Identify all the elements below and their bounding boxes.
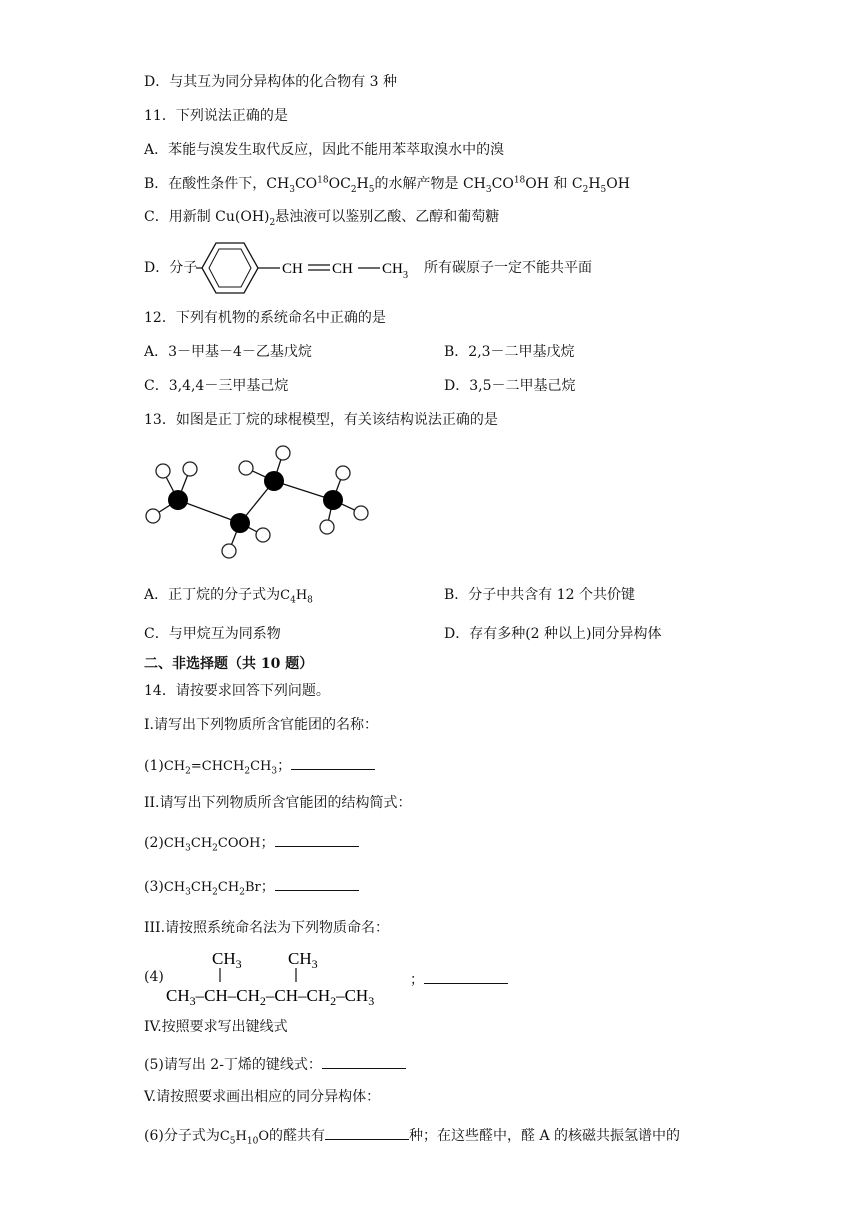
q13-option-b: B．分子中共含有 12 个共价键 [444,587,636,603]
q11-option-c: C．用新制 $Cu(OH)_2$悬浊液可以鉴别乙酸、乙醇和葡萄糖 [144,209,500,228]
q12-stem: 12．下列有机物的系统命名中正确的是 [144,310,386,326]
q13-option-c: C．与甲烷互为同系物 [144,626,281,642]
carbon-atom [230,513,250,533]
q10-option-d: D．与其互为同分异构体的化合物有 3 种 [144,74,398,90]
q11-option-a: A．苯能与溴发生取代反应，因此不能用苯萃取溴水中的溴 [144,142,505,158]
q12-option-d: D．3,5－二甲基己烷 [444,378,576,394]
benzene-ring-inner [209,249,251,287]
hydrogen-atom [156,464,170,478]
q14-item-5: (5)请写出 2-丁烯的键线式： [144,1055,406,1075]
hydrogen-atom [146,509,160,523]
q11-option-d-label: D．分子 [144,260,198,276]
answer-blank-5[interactable] [322,1055,406,1069]
q13-stem: 13．如图是正丁烷的球棍模型，有关该结构说法正确的是 [144,412,498,428]
q14-part-iv: IV.按照要求写出键线式 [144,1019,288,1035]
hydrogen-atom [354,506,368,520]
benzene-ring-outline [202,243,258,293]
q14-part-i: I.请写出下列物质所含官能团的名称： [144,717,378,733]
carbon-atom [323,490,343,510]
carbon-atom [168,490,188,510]
svg-text:CH3: $CH_3$ [212,949,242,971]
q14-item-1: $(1)CH_2=CHCH_2CH_3$； [144,756,375,777]
dimethylhexane-structure [166,944,416,1008]
answer-blank-2[interactable] [275,833,359,847]
struct-ch3: CH [382,261,403,277]
butane-ball-stick-model [140,440,380,564]
styrene-like-structure [196,238,436,298]
q14-item-4-label: (4) [144,969,164,985]
hydrogen-atom [239,461,253,475]
hydrogen-atom [336,466,350,480]
q12-option-c: C．3,4,4－三甲基己烷 [144,378,289,394]
q14-part-iii: III.请按照系统命名法为下列物质命名： [144,920,390,936]
q11-option-d-text: 所有碳原子一定不能共平面 [424,260,592,276]
svg-text:CH3–CH–CH2–CH–CH2–CH3: $CH_3-CH-CH_2-CH-CH_2-CH_3$ [166,986,375,1008]
q12-option-b: B．2,3－二甲基戊烷 [444,344,575,360]
q13-option-a: A．正丁烷的分子式为$C_4H_8$ [144,587,313,606]
q14-stem: 14．请按要求回答下列问题。 [144,683,330,699]
hydrogen-atom [183,462,197,476]
struct-ch-1: CH [282,261,303,277]
section-2-title: 二、非选择题（共 10 题） [144,656,314,672]
hydrogen-atom [222,544,236,558]
q14-part-v: V.请按照要求画出相应的同分异构体： [144,1089,381,1105]
q14-item-3: $(3)CH_3CH_2CH_2Br$； [144,877,359,898]
struct-ch-2: CH [332,261,353,277]
hydrogen-atom [276,446,290,460]
q14-item-6: (6)分子式为$C_5H_{10}O$的醛共有 种；在这些醛中，醛 A 的核磁共振氢谱中的 [144,1128,681,1147]
q14-item-4-answer: ； [410,970,508,990]
q11-stem: 11．下列说法正确的是 [144,108,288,124]
q13-option-d: D．存有多种(2 种以上)同分异构体 [444,626,662,642]
q12-option-a: A．3－甲基－4－乙基戊烷 [144,344,312,360]
q11-option-b: B．在酸性条件下，$CH_3CO^{18}OC_2H_5$的水解产物是 $CH_3CO^{18}OH$ 和 $C_2H_5OH$ [144,175,630,195]
svg-text:CH3: $CH_3$ [288,949,318,971]
carbon-atom [264,471,284,491]
struct-ch3-sub: 3 [403,270,408,281]
answer-blank-1[interactable] [291,756,375,770]
hydrogen-atom [256,528,270,542]
hydrogen-atom [320,520,334,534]
answer-blank-6[interactable] [325,1126,409,1140]
answer-blank-4[interactable] [424,970,508,984]
q14-part-ii: II.请写出下列物质所含官能团的结构简式： [144,795,412,811]
answer-blank-3[interactable] [275,877,359,891]
q14-item-2: $(2)CH_3CH_2COOH$； [144,833,359,854]
